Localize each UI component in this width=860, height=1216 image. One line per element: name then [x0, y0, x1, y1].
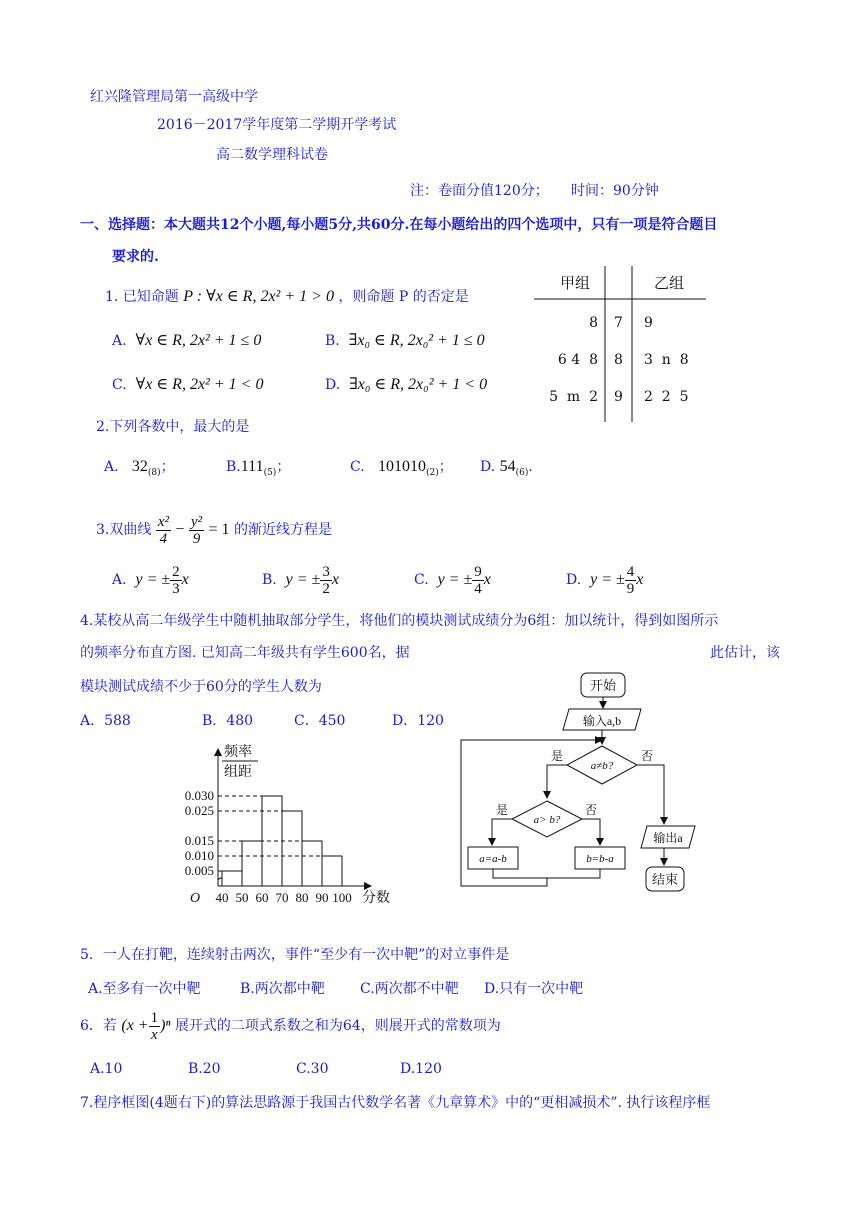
leaf-left-row2: 6 4 8: [557, 352, 598, 368]
paper-title: 高二数学理科试卷: [216, 147, 328, 163]
stem-row3: 9: [614, 389, 623, 405]
exam-note: 注：卷面分值120分； 时间：90分钟: [410, 183, 659, 199]
q2-option-b[interactable]: $B.111_{(5)}$；: [226, 458, 291, 478]
flow-cond1-label: a≠b?: [590, 760, 614, 772]
section-heading: 一、选择题：本大题共12个小题,每小题5分,共60分.在每小题给出的四个选项中，只有一项是符合题目: [80, 217, 718, 233]
q5-option-d[interactable]: D.只有一次中靶: [484, 981, 584, 997]
q5-stem: 5．一人在打靶，连续射击两次，事件“至少有一次中靶”的对立事件是: [80, 947, 510, 963]
section-heading-cont: 要求的.: [112, 249, 159, 265]
q6-option-d[interactable]: D.120: [400, 1061, 442, 1077]
flow-end-label: 结束: [651, 872, 679, 887]
q1-option-b[interactable]: B. ∃x₀ ∈ R, 2x₀² + 1 ≤ 0: [325, 332, 485, 349]
exam-title: 2016－2017学年度第二学期开学考试: [157, 117, 397, 133]
x-tick-label: 50: [235, 890, 249, 905]
flow-cond1-no: 否: [641, 749, 654, 763]
y-axis-arrow: [214, 748, 222, 756]
leaf-right-row2: 3 n 8: [644, 352, 689, 368]
q2-stem: 2.下列各数中，最大的是: [96, 419, 250, 435]
flow-assign2-label: b=b-a: [586, 853, 614, 865]
x-tick-label: 80: [295, 890, 309, 905]
flow-cond2-yes: 是: [496, 803, 509, 817]
q3-option-b[interactable]: B. y = ± $\frac{3}{2}$ x: [262, 563, 339, 597]
x-axis-arrow: [364, 882, 372, 890]
x-tick-label: 40: [215, 890, 229, 905]
q6-option-a[interactable]: A.10: [90, 1061, 123, 1077]
q3-stem: 3.双曲线 $\frac{\text{x²}}{4}$ − $\frac{\text{y²}}{9}$ = 1 的渐近线方程是: [96, 513, 332, 547]
x-tick-label: 90: [315, 890, 329, 905]
histogram-bar: [242, 841, 262, 886]
q1-stem-post: ，则命题 P 的否定是: [338, 289, 469, 305]
leaf-right-row3: 2 2 5: [644, 389, 689, 405]
q3-option-c[interactable]: C. y = ± $\frac{9}{4}$ x: [414, 563, 491, 597]
y-label-top: 频率: [224, 745, 252, 760]
q7-stem: 7.程序框图(4题右下)的算法思路源于我国古代数学名著《九章算术》中的“更相减损术”. 执行该程序框: [80, 1095, 711, 1111]
x-tick-label: 70: [275, 890, 289, 905]
q4-stem-line2-end: 此估计，该: [710, 645, 780, 661]
stem-row1: 7: [614, 315, 623, 331]
q6-stem: 6．若 (x + $\frac{1}{x}$ )ⁿ 展开式的二项式系数之和为64，则展开式的常数项为: [80, 1009, 501, 1043]
q1-stem-pre: 1. 已知命题: [105, 289, 179, 305]
histogram-bar: [322, 856, 342, 886]
q2-option-c[interactable]: C. $101010_{(2)}$；: [350, 458, 453, 478]
frequency-histogram: [158, 744, 418, 908]
y-tick-label: 0.010: [184, 848, 214, 863]
flowchart: [455, 668, 715, 898]
flow-cond2-no: 否: [585, 803, 598, 817]
flow-output-label: 输出a: [653, 831, 683, 845]
q4-option-b[interactable]: B．480: [202, 713, 254, 729]
q4-stem-line2: 的频率分布直方图. 已知高二年级共有学生600名，据: [80, 645, 410, 661]
flow-cond1-yes: 是: [551, 749, 564, 763]
group-a-header: 甲组: [560, 274, 591, 292]
q6-option-b[interactable]: B.20: [188, 1061, 221, 1077]
q4-stem-line1: 4.某校从高二年级学生中随机抽取部分学生，将他们的模块测试成绩分为6组：加以统计，得到如图所示: [80, 613, 719, 629]
q4-stem-line3: 模块测试成绩不少于60分的学生人数为: [80, 679, 322, 695]
q3-option-d[interactable]: D. y = ± $\frac{4}{9}$ x: [566, 563, 644, 597]
q3-frac-y: $\frac{\text{y²}}{9}$: [190, 513, 203, 547]
y-tick-label: 0.025: [184, 803, 214, 818]
flow-input-label: 输入a,b: [582, 714, 622, 728]
q2-option-d[interactable]: D. $54_{(6)}$.: [480, 458, 533, 478]
leaf-left-row3: 5 m 2: [549, 389, 598, 405]
stem-row2: 8: [614, 352, 623, 368]
q4-option-c[interactable]: C．450: [294, 713, 346, 729]
y-label-bottom: 组距: [224, 765, 252, 780]
leaf-left-row1: 8: [589, 315, 598, 331]
y-tick-label: 0.005: [184, 863, 214, 878]
q2-option-a[interactable]: A. $32_{(8)}$；: [104, 458, 175, 478]
q6-option-c[interactable]: C.30: [296, 1061, 329, 1077]
school-name: 红兴隆管理局第一高级中学: [90, 89, 258, 105]
histogram-bar: [222, 871, 242, 886]
histogram-bar: [282, 811, 302, 886]
x-tick-label: 100: [332, 890, 352, 905]
q5-option-c[interactable]: C.两次都不中靶: [360, 981, 459, 997]
leaf-right-row1: 9: [644, 315, 653, 331]
flow-assign1-label: a=a-b: [479, 853, 507, 865]
origin-label: O: [190, 891, 201, 906]
group-b-header: 乙组: [654, 274, 685, 292]
y-tick-label: 0.030: [184, 788, 214, 803]
q1-proposition: P : ∀x ∈ R, 2x² + 1 > 0: [183, 288, 334, 305]
q5-option-a[interactable]: A.至多有一次中靶: [88, 981, 201, 997]
q3-frac-x: $\frac{\text{x²}}{4}$: [157, 513, 169, 547]
x-tick-label: 60: [255, 890, 269, 905]
histogram-bar: [302, 841, 322, 886]
stem-leaf-plot: [530, 266, 710, 426]
q3-option-a[interactable]: A. y = ± $\frac{2}{3}$ x: [112, 563, 189, 597]
histogram-bar: [262, 796, 282, 886]
q4-option-d[interactable]: D．120: [392, 713, 444, 729]
q1-option-a[interactable]: A. ∀x ∈ R, 2x² + 1 ≤ 0: [112, 332, 262, 349]
q1-stem: [105, 288, 469, 306]
q5-option-b[interactable]: B.两次都中靶: [240, 981, 325, 997]
flow-cond2-label: a> b?: [533, 814, 561, 826]
y-tick-label: 0.015: [184, 833, 214, 848]
x-label: 分数: [362, 891, 390, 906]
q1-option-d[interactable]: D. ∃x₀ ∈ R, 2x₀² + 1 < 0: [325, 376, 488, 393]
q1-option-c[interactable]: C. ∀x ∈ R, 2x² + 1 < 0: [112, 376, 264, 393]
flow-start-label: 开始: [589, 678, 617, 693]
q4-option-a[interactable]: A．588: [80, 713, 131, 729]
